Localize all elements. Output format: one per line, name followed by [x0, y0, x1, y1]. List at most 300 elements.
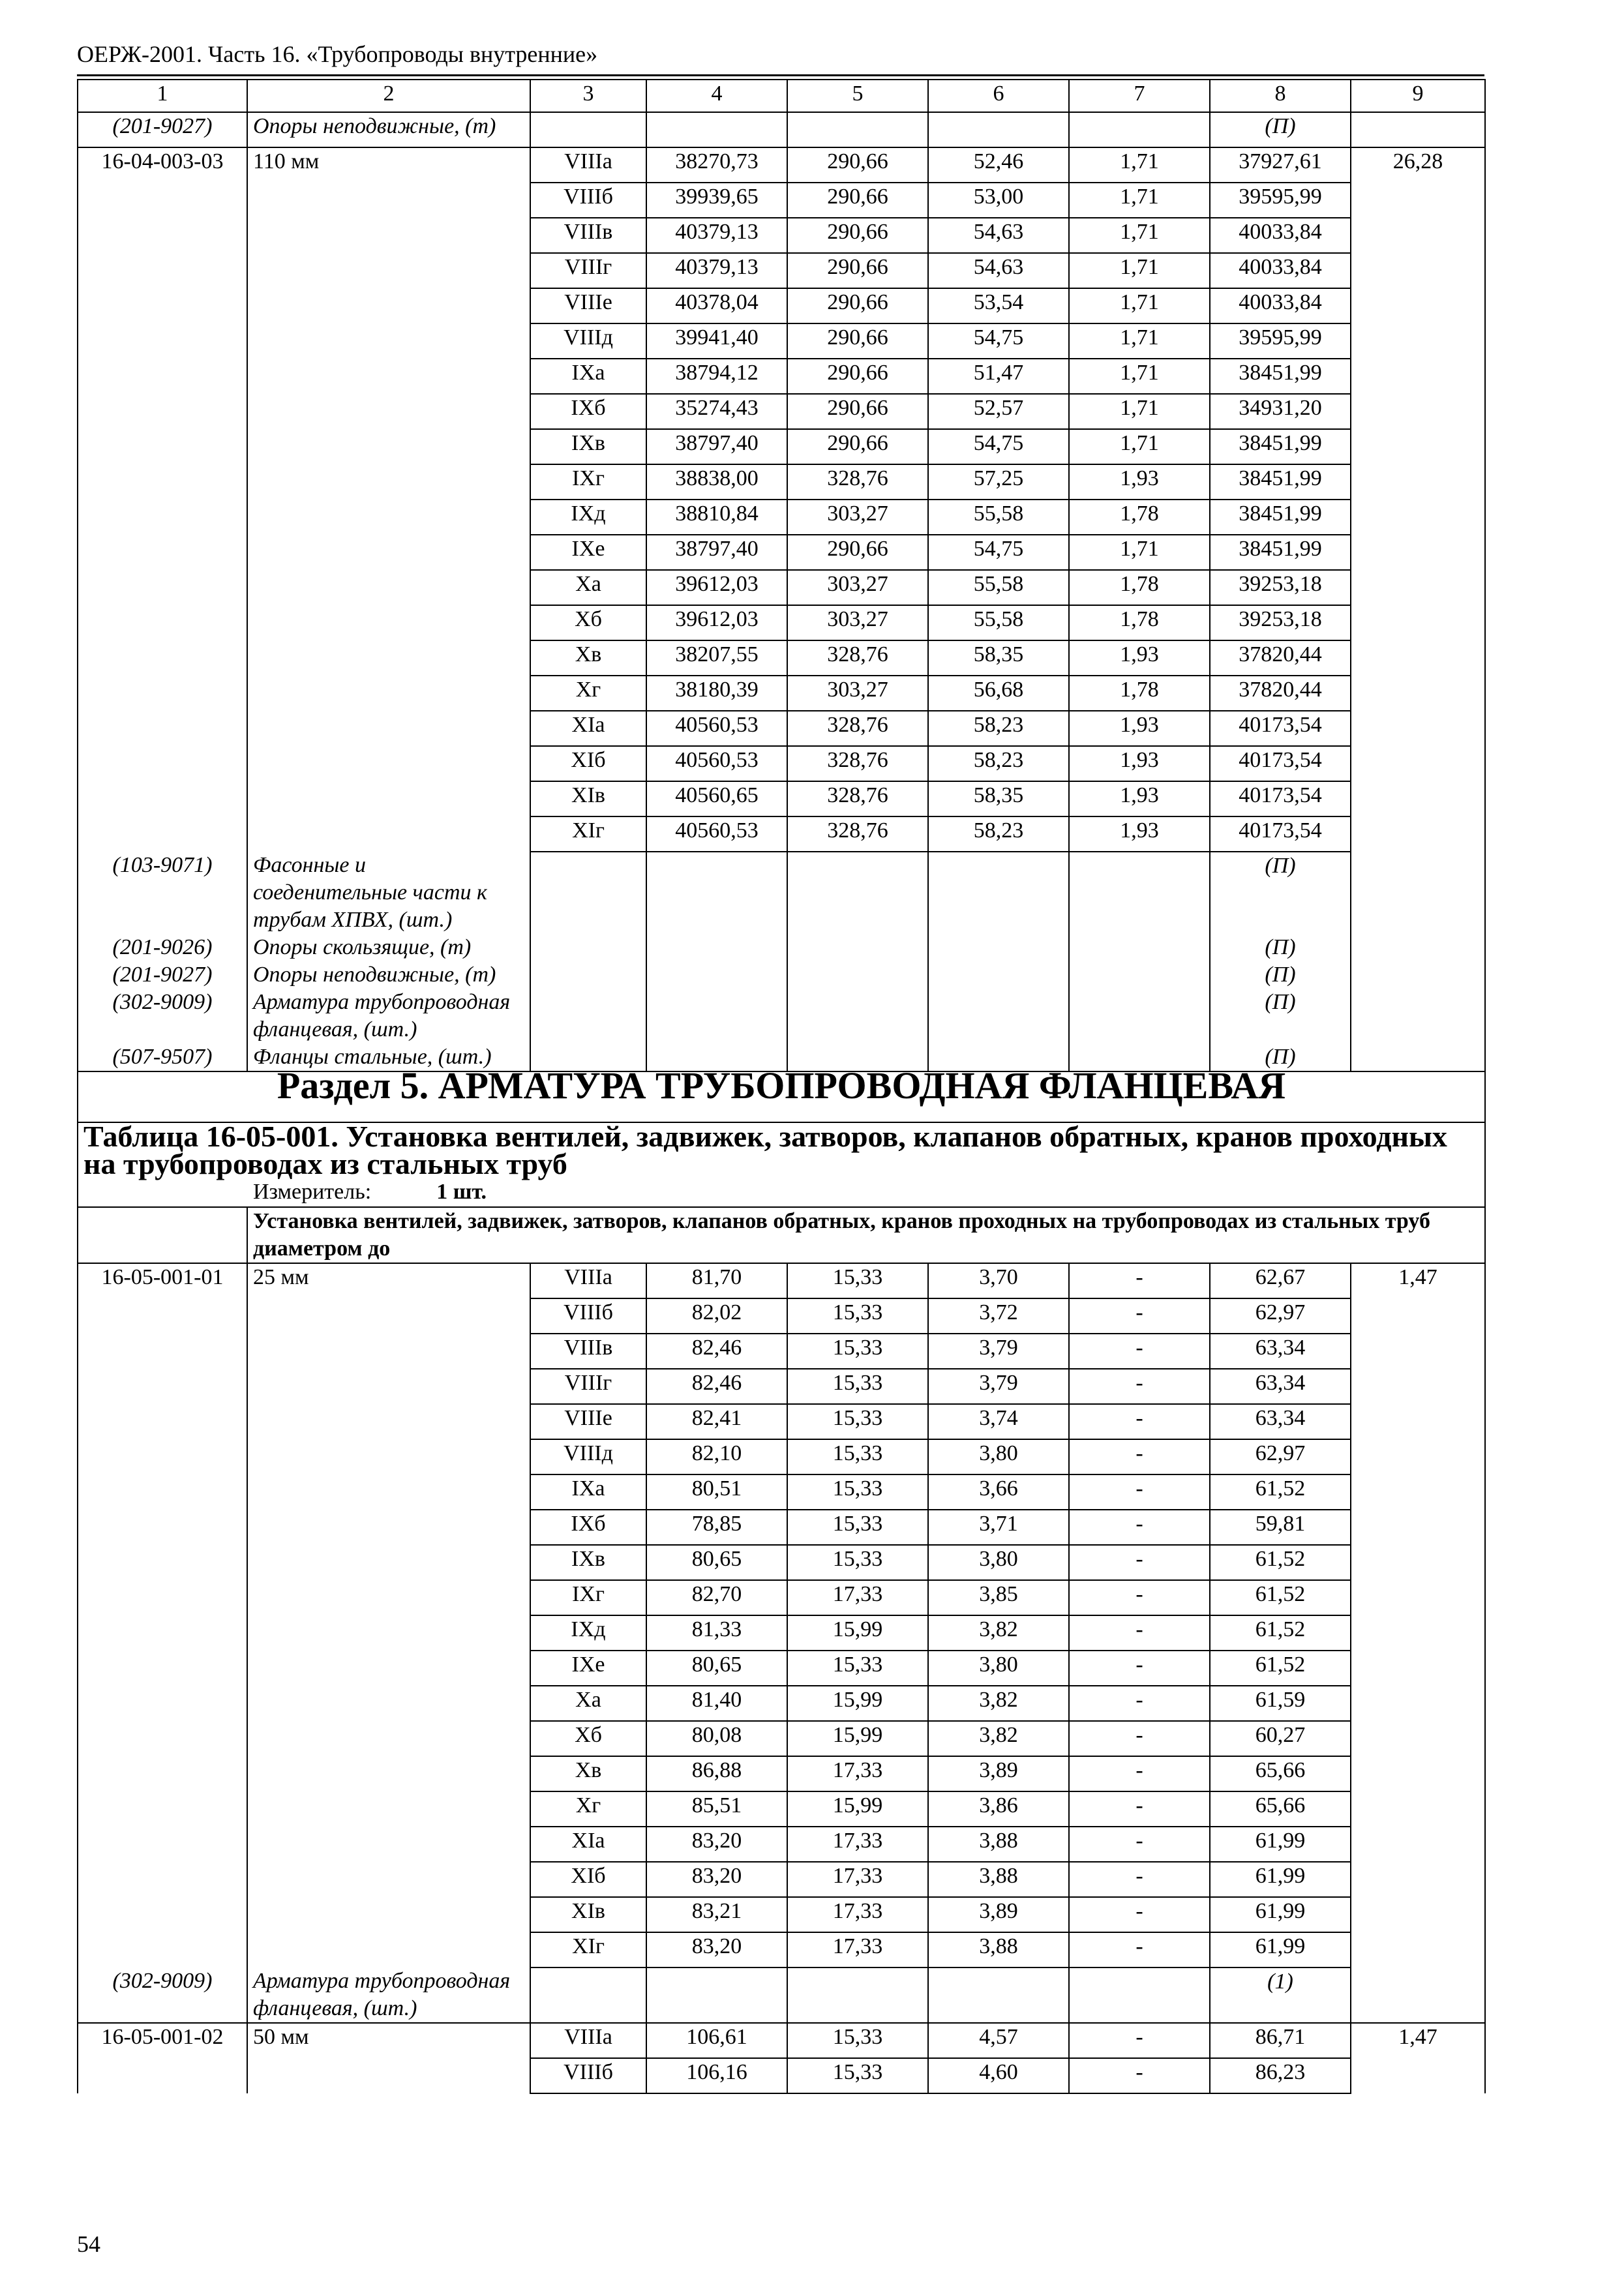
- value-cell: 38207,55: [646, 640, 787, 676]
- empty-cell: [646, 1967, 787, 2023]
- value-cell: 15,33: [787, 1298, 928, 1334]
- zone-cell: Xг: [530, 676, 646, 711]
- zone-cell: VIIIг: [530, 1369, 646, 1404]
- value-cell: 38797,40: [646, 429, 787, 464]
- empty-cell: [1351, 852, 1485, 934]
- value-cell: 40378,04: [646, 288, 787, 323]
- resource-name: Опоры неподвижные, (т): [247, 961, 530, 989]
- resource-mark: (1): [1210, 1967, 1351, 2023]
- item-code: 16-04-003-03: [78, 147, 247, 183]
- zone-cell: VIIIа: [530, 2023, 646, 2058]
- rate-row: [78, 323, 1485, 359]
- value-cell: 80,51: [646, 1474, 787, 1510]
- empty-cell: [247, 1651, 530, 1686]
- value-cell: 328,76: [787, 640, 928, 676]
- empty-cell: [530, 852, 646, 934]
- value-cell: 60,27: [1210, 1721, 1351, 1756]
- value-cell: 81,33: [646, 1615, 787, 1651]
- resource-mark: (П): [1210, 989, 1351, 1043]
- value-cell: 328,76: [787, 781, 928, 816]
- empty-cell: [78, 1756, 247, 1791]
- column-header: 2: [247, 80, 530, 112]
- empty-cell: [247, 605, 530, 640]
- value-cell: 82,41: [646, 1404, 787, 1439]
- rate-row: [78, 1474, 1485, 1510]
- empty-cell: [1351, 1439, 1485, 1474]
- zone-cell: IXа: [530, 1474, 646, 1510]
- empty-cell: [1351, 1404, 1485, 1439]
- value-cell: 78,85: [646, 1510, 787, 1545]
- value-cell: 54,75: [928, 535, 1069, 570]
- value-cell: -: [1069, 1756, 1210, 1791]
- empty-cell: [247, 1510, 530, 1545]
- value-cell: 39253,18: [1210, 570, 1351, 605]
- value-cell: 58,23: [928, 711, 1069, 746]
- empty-cell: [78, 1580, 247, 1615]
- empty-cell: [787, 961, 928, 989]
- value-cell: 39612,03: [646, 605, 787, 640]
- empty-cell: [247, 464, 530, 500]
- value-cell: 82,70: [646, 1580, 787, 1615]
- empty-cell: [78, 1545, 247, 1580]
- resource-row: [78, 989, 1485, 1043]
- unit-label: Измеритель:: [253, 1180, 372, 1204]
- empty-cell: [787, 852, 928, 934]
- empty-cell: [1351, 1721, 1485, 1756]
- resource-code: (302-9009): [78, 1967, 247, 2023]
- value-cell: 3,80: [928, 1439, 1069, 1474]
- empty-cell: [1351, 1334, 1485, 1369]
- value-cell: 40560,53: [646, 711, 787, 746]
- resource-mark: (П): [1210, 961, 1351, 989]
- column-header-row: [78, 80, 1485, 112]
- empty-cell: [247, 1580, 530, 1615]
- column-header: 9: [1351, 80, 1485, 112]
- value-cell: -: [1069, 1404, 1210, 1439]
- value-cell: 61,59: [1210, 1686, 1351, 1721]
- empty-cell: [78, 816, 247, 852]
- value-cell: 80,65: [646, 1545, 787, 1580]
- empty-cell: [78, 1439, 247, 1474]
- value-cell: 3,88: [928, 1827, 1069, 1862]
- empty-cell: [78, 429, 247, 464]
- value-cell: 290,66: [787, 359, 928, 394]
- value-cell: 40379,13: [646, 218, 787, 253]
- value-cell: 62,67: [1210, 1263, 1351, 1298]
- empty-cell: [1351, 1651, 1485, 1686]
- column-header: 5: [787, 80, 928, 112]
- value-cell: 58,23: [928, 746, 1069, 781]
- column-header: 6: [928, 80, 1069, 112]
- zone-cell: IXв: [530, 1545, 646, 1580]
- value-cell: 1,71: [1069, 323, 1210, 359]
- value-cell: 3,82: [928, 1615, 1069, 1651]
- empty-cell: [247, 429, 530, 464]
- empty-cell: [1351, 1043, 1485, 1071]
- zone-cell: IXа: [530, 359, 646, 394]
- empty-cell: [247, 570, 530, 605]
- zone-cell: IXе: [530, 1651, 646, 1686]
- empty-cell: [1351, 1369, 1485, 1404]
- value-cell: 38797,40: [646, 535, 787, 570]
- rate-row: [78, 500, 1485, 535]
- value-cell: 63,34: [1210, 1404, 1351, 1439]
- value-cell: 56,68: [928, 676, 1069, 711]
- value-cell: -: [1069, 1615, 1210, 1651]
- zone-cell: VIIIд: [530, 1439, 646, 1474]
- rate-row: [78, 1827, 1485, 1862]
- value-cell: 15,99: [787, 1686, 928, 1721]
- value-cell: 53,00: [928, 183, 1069, 218]
- empty-cell: [247, 500, 530, 535]
- value-cell: 40033,84: [1210, 253, 1351, 288]
- value-cell: 1,71: [1069, 183, 1210, 218]
- value-cell: -: [1069, 1580, 1210, 1615]
- resource-code: (201-9027): [78, 961, 247, 989]
- value-cell: 35274,43: [646, 394, 787, 429]
- rate-row: [78, 2058, 1485, 2093]
- rate-row: [78, 816, 1485, 852]
- value-cell: 86,23: [1210, 2058, 1351, 2093]
- empty-cell: [1351, 500, 1485, 535]
- rate-row: [78, 1298, 1485, 1334]
- empty-cell: [1069, 1967, 1210, 2023]
- value-cell: 82,10: [646, 1439, 787, 1474]
- empty-cell: [1351, 1967, 1485, 2023]
- empty-cell: [1069, 852, 1210, 934]
- empty-cell: [1351, 570, 1485, 605]
- empty-cell: [247, 1545, 530, 1580]
- table-description: Установка вентилей, задвижек, затворов, клапанов обратных, кранов проходных на трубопроводах из стальных труб диаметром до: [247, 1207, 1485, 1263]
- rate-row: [78, 535, 1485, 570]
- value-cell: 86,71: [1210, 2023, 1351, 2058]
- value-cell: 39595,99: [1210, 183, 1351, 218]
- empty-cell: [1351, 1298, 1485, 1334]
- value-cell: 80,08: [646, 1721, 787, 1756]
- rate-row: [78, 1439, 1485, 1474]
- zone-cell: IXг: [530, 464, 646, 500]
- empty-cell: [530, 934, 646, 961]
- rate-row: [78, 1756, 1485, 1791]
- empty-cell: [78, 605, 247, 640]
- zone-cell: Xв: [530, 1756, 646, 1791]
- zone-cell: Xг: [530, 1791, 646, 1827]
- running-header: ОЕРЖ-2001. Часть 16. «Трубопроводы внутренние»: [77, 41, 598, 67]
- page-number: 54: [77, 2231, 100, 2257]
- empty-cell: [78, 1651, 247, 1686]
- zone-cell: VIIIг: [530, 253, 646, 288]
- value-cell: 15,33: [787, 1369, 928, 1404]
- empty-cell: [247, 1404, 530, 1439]
- value-cell: 3,80: [928, 1651, 1069, 1686]
- empty-cell: [1351, 1932, 1485, 1967]
- value-cell: 15,33: [787, 1263, 928, 1298]
- rate-row: [78, 429, 1485, 464]
- value-cell: 39253,18: [1210, 605, 1351, 640]
- value-cell: 1,93: [1069, 746, 1210, 781]
- empty-cell: [78, 2058, 247, 2093]
- empty-cell: [78, 1404, 247, 1439]
- resource-name: Арматура трубопроводная фланцевая, (шт.): [247, 989, 530, 1043]
- empty-cell: [247, 746, 530, 781]
- value-cell: 39595,99: [1210, 323, 1351, 359]
- empty-cell: [247, 1932, 530, 1967]
- empty-cell: [78, 183, 247, 218]
- value-cell: 1,71: [1069, 429, 1210, 464]
- empty-cell: [530, 1967, 646, 2023]
- empty-cell: [247, 288, 530, 323]
- empty-cell: [247, 1474, 530, 1510]
- value-cell: 54,63: [928, 253, 1069, 288]
- empty-cell: [247, 1897, 530, 1932]
- empty-cell: [78, 640, 247, 676]
- item-code: 16-05-001-02: [78, 2023, 247, 2058]
- column-header: 8: [1210, 80, 1351, 112]
- value-cell: 52,57: [928, 394, 1069, 429]
- value-cell: 40379,13: [646, 253, 787, 288]
- empty-cell: [247, 1334, 530, 1369]
- zone-cell: XIа: [530, 711, 646, 746]
- value-cell: 86,88: [646, 1756, 787, 1791]
- empty-cell: [78, 1862, 247, 1897]
- empty-cell: [78, 394, 247, 429]
- value-cell: -: [1069, 2023, 1210, 2058]
- empty-cell: [78, 253, 247, 288]
- value-cell: 17,33: [787, 1862, 928, 1897]
- resource-row: [78, 1967, 1485, 2023]
- value-cell: 328,76: [787, 711, 928, 746]
- empty-cell: [78, 711, 247, 746]
- value-cell: 290,66: [787, 394, 928, 429]
- value-cell: 1,93: [1069, 464, 1210, 500]
- value-cell: 290,66: [787, 429, 928, 464]
- empty-cell: [247, 253, 530, 288]
- rate-row: [78, 746, 1485, 781]
- resource-name: Арматура трубопроводная фланцевая, (шт.): [247, 1967, 530, 2023]
- column-header: 3: [530, 80, 646, 112]
- value-cell: 3,88: [928, 1862, 1069, 1897]
- zone-cell: VIIIб: [530, 1298, 646, 1334]
- value-cell: 57,25: [928, 464, 1069, 500]
- empty-cell: [247, 1686, 530, 1721]
- value-cell: 54,75: [928, 429, 1069, 464]
- column-header: 1: [78, 80, 247, 112]
- zone-cell: VIIIа: [530, 147, 646, 183]
- zone-cell: VIIIе: [530, 288, 646, 323]
- value-cell: 303,27: [787, 676, 928, 711]
- zone-cell: Xа: [530, 570, 646, 605]
- value-cell: -: [1069, 1721, 1210, 1756]
- table-title-cell: [78, 1122, 1485, 1207]
- value-cell: 38451,99: [1210, 500, 1351, 535]
- value-cell: 3,71: [928, 1510, 1069, 1545]
- empty-cell: [247, 1756, 530, 1791]
- value-cell: 83,20: [646, 1827, 787, 1862]
- value-cell: 53,54: [928, 288, 1069, 323]
- empty-cell: [1351, 253, 1485, 288]
- header-rule: [77, 74, 1484, 76]
- value-cell: -: [1069, 1791, 1210, 1827]
- empty-cell: [78, 1932, 247, 1967]
- rate-row: [78, 288, 1485, 323]
- value-cell: 83,20: [646, 1862, 787, 1897]
- empty-cell: [78, 1686, 247, 1721]
- empty-cell: [247, 394, 530, 429]
- empty-cell: [1351, 746, 1485, 781]
- empty-cell: [1351, 1474, 1485, 1510]
- empty-cell: [78, 288, 247, 323]
- value-cell: -: [1069, 1862, 1210, 1897]
- section-title: Раздел 5. АРМАТУРА ТРУБОПРОВОДНАЯ ФЛАНЦЕВАЯ: [78, 1071, 1485, 1122]
- value-cell: 1,78: [1069, 500, 1210, 535]
- rate-row: [78, 464, 1485, 500]
- value-cell: 15,33: [787, 1439, 928, 1474]
- value-cell: 82,02: [646, 1298, 787, 1334]
- value-cell: -: [1069, 1334, 1210, 1369]
- empty-cell: [78, 1721, 247, 1756]
- value-cell: 38451,99: [1210, 535, 1351, 570]
- rate-row: [78, 183, 1485, 218]
- value-cell: 39941,40: [646, 323, 787, 359]
- value-cell: 61,52: [1210, 1651, 1351, 1686]
- resource-name: Опоры скользящие, (т): [247, 934, 530, 961]
- empty-cell: [78, 323, 247, 359]
- empty-cell: [78, 1897, 247, 1932]
- value-cell: 290,66: [787, 288, 928, 323]
- value-cell: 38810,84: [646, 500, 787, 535]
- zone-cell: IXг: [530, 1580, 646, 1615]
- value-cell: 3,88: [928, 1932, 1069, 1967]
- value-cell: 61,52: [1210, 1580, 1351, 1615]
- value-cell: 3,89: [928, 1756, 1069, 1791]
- value-cell: 328,76: [787, 464, 928, 500]
- value-cell: 63,34: [1210, 1334, 1351, 1369]
- zone-cell: Xб: [530, 1721, 646, 1756]
- empty-cell: [78, 1369, 247, 1404]
- empty-cell: [1351, 1756, 1485, 1791]
- value-cell: 3,74: [928, 1404, 1069, 1439]
- zone-cell: XIа: [530, 1827, 646, 1862]
- value-cell: 54,63: [928, 218, 1069, 253]
- value-cell: -: [1069, 1510, 1210, 1545]
- rate-row: [78, 1791, 1485, 1827]
- rate-row: [78, 781, 1485, 816]
- value-cell: 4,57: [928, 2023, 1069, 2058]
- value-cell: 4,60: [928, 2058, 1069, 2093]
- rate-row: [78, 1369, 1485, 1404]
- rate-row: [78, 1615, 1485, 1651]
- zone-cell: VIIIб: [530, 183, 646, 218]
- value-cell: 15,33: [787, 1510, 928, 1545]
- empty-cell: [928, 961, 1069, 989]
- value-cell: 39939,65: [646, 183, 787, 218]
- empty-cell: [1351, 1791, 1485, 1827]
- zone-cell: VIIIв: [530, 1334, 646, 1369]
- empty-cell: [78, 1334, 247, 1369]
- empty-cell: [1351, 218, 1485, 253]
- value-cell: 34931,20: [1210, 394, 1351, 429]
- empty-cell: [1351, 1580, 1485, 1615]
- value-cell: 40560,53: [646, 746, 787, 781]
- section-title-row: [78, 1071, 1485, 1122]
- value-cell: 290,66: [787, 323, 928, 359]
- zone-cell: XIв: [530, 781, 646, 816]
- value-cell: 81,70: [646, 1263, 787, 1298]
- value-cell: 15,99: [787, 1721, 928, 1756]
- value-cell: 39612,03: [646, 570, 787, 605]
- empty-cell: [646, 989, 787, 1043]
- rates-table: [77, 79, 1486, 2094]
- value-cell: 65,66: [1210, 1791, 1351, 1827]
- labor-value: 26,28: [1351, 147, 1485, 183]
- resource-name: Фланцы стальные, (шт.): [247, 1043, 530, 1071]
- value-cell: 62,97: [1210, 1439, 1351, 1474]
- value-cell: 17,33: [787, 1932, 928, 1967]
- value-cell: 328,76: [787, 746, 928, 781]
- value-cell: 61,99: [1210, 1897, 1351, 1932]
- table-title-row: [78, 1122, 1485, 1207]
- rate-row: [78, 218, 1485, 253]
- rate-row: [78, 147, 1485, 183]
- value-cell: 62,97: [1210, 1298, 1351, 1334]
- value-cell: 61,52: [1210, 1474, 1351, 1510]
- value-cell: 38451,99: [1210, 429, 1351, 464]
- value-cell: -: [1069, 1439, 1210, 1474]
- zone-cell: XIб: [530, 1862, 646, 1897]
- rate-row: [78, 570, 1485, 605]
- value-cell: 38270,73: [646, 147, 787, 183]
- empty-cell: [1351, 989, 1485, 1043]
- rate-row: [78, 1721, 1485, 1756]
- empty-cell: [1351, 2058, 1485, 2093]
- empty-cell: [646, 934, 787, 961]
- empty-cell: [1069, 1043, 1210, 1071]
- empty-cell: [928, 852, 1069, 934]
- empty-cell: [247, 711, 530, 746]
- item-name: 110 мм: [247, 147, 530, 183]
- zone-cell: Xв: [530, 640, 646, 676]
- value-cell: 15,33: [787, 2058, 928, 2093]
- value-cell: 1,93: [1069, 816, 1210, 852]
- empty-cell: [1351, 1545, 1485, 1580]
- value-cell: 1,71: [1069, 288, 1210, 323]
- value-cell: 38794,12: [646, 359, 787, 394]
- item-name: 50 мм: [247, 2023, 530, 2058]
- empty-cell: [247, 1369, 530, 1404]
- value-cell: 1,71: [1069, 535, 1210, 570]
- column-header: 7: [1069, 80, 1210, 112]
- empty-cell: [1069, 934, 1210, 961]
- value-cell: 15,33: [787, 1651, 928, 1686]
- value-cell: 17,33: [787, 1756, 928, 1791]
- rate-row: [78, 359, 1485, 394]
- value-cell: 83,21: [646, 1897, 787, 1932]
- zone-cell: Xб: [530, 605, 646, 640]
- value-cell: 1,93: [1069, 640, 1210, 676]
- empty-cell: [1069, 961, 1210, 989]
- empty-cell: [247, 1439, 530, 1474]
- value-cell: 61,52: [1210, 1615, 1351, 1651]
- empty-cell: [78, 1510, 247, 1545]
- resource-code: (201-9026): [78, 934, 247, 961]
- empty-cell: [1351, 1615, 1485, 1651]
- value-cell: 290,66: [787, 183, 928, 218]
- zone-cell: VIIIб: [530, 2058, 646, 2093]
- rate-row: [78, 1897, 1485, 1932]
- zone-cell: IXв: [530, 429, 646, 464]
- value-cell: 3,70: [928, 1263, 1069, 1298]
- empty-cell: [78, 1474, 247, 1510]
